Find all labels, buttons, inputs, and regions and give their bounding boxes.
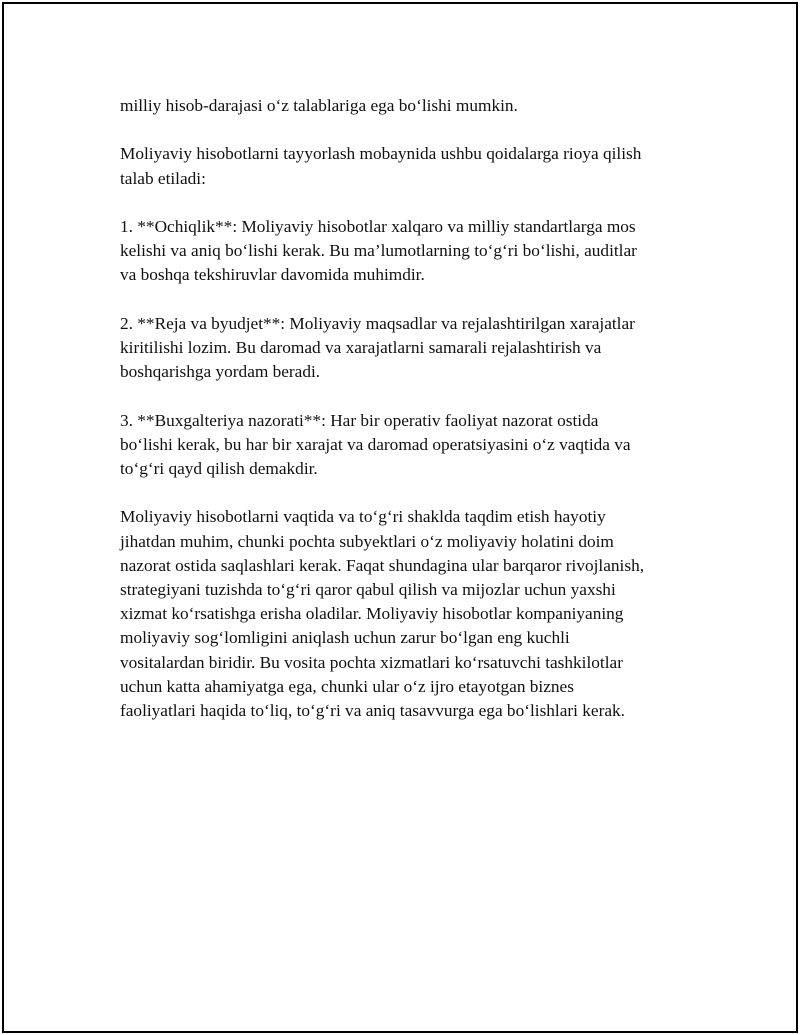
list-item-buxgalteriya-nazorati: 3. **Buxgalteriya nazorati**: Har bir operativ faoliyat nazorat ostida bo‘lishi kerak, bu har bir xarajat va daromad operatsiyasini o‘z vaqtida va to‘g‘ri qayd qilish demakdir. xyxy=(120,410,631,478)
document-body xyxy=(120,94,690,747)
paragraph-conclusion: Moliyaviy hisobotlarni vaqtida va to‘g‘ri shaklda taqdim etish hayotiy jihatdan muhim, chunki pochta subyektlari o‘z moliyaviy holatini doim nazorat ostida saqlashlari kerak. Faqat shundagina ular barqaror rivojlanish, strategiyani tuzishda to‘g‘ri qaror qabul qilish va mijozlar uchun yaxshi xizmat ko‘rsatishga erisha oladilar. Moliyaviy hisobotlar kompaniyaning moliyaviy sog‘lomligini aniqlash uchun zarur bo‘lgan eng kuchli vositalardan biridir. Bu vosita pochta xizmatlari ko‘rsatuvchi tashkilotlar uchun katta ahamiyatga ega, chunki ular o‘z ijro etayotgan biznes faoliyatlari haqida to‘liq, to‘g‘ri va aniq tasavvurga ega bo‘lishlari kerak. xyxy=(120,507,645,720)
list-item-ochiqlik: 1. **Ochiqlik**: Moliyaviy hisobotlar xalqaro va milliy standartlarga mos kelishi va aniq bo‘lishi kerak. Bu ma’lumotlarning to‘g‘ri bo‘lishi, auditlar va boshqa tekshiruvlar davomida muhimdir. xyxy=(120,216,637,285)
paragraph-continuation: milliy hisob-darajasi o‘z talablariga ega bo‘lishi mumkin. xyxy=(120,96,518,115)
paragraph-intro: Moliyaviy hisobotlarni tayyorlash mobaynida ushbu qoidalarga rioya qilish talab etiladi: xyxy=(120,144,642,188)
list-item-reja-va-byudjet: 2. **Reja va byudjet**: Moliyaviy maqsadlar va rejalashtirilgan xarajatlar kiritilishi lozim. Bu daromad va xarajatlarni samarali rejalashtirish va boshqarishga yordam beradi. xyxy=(120,313,635,382)
document-page xyxy=(2,2,798,1033)
